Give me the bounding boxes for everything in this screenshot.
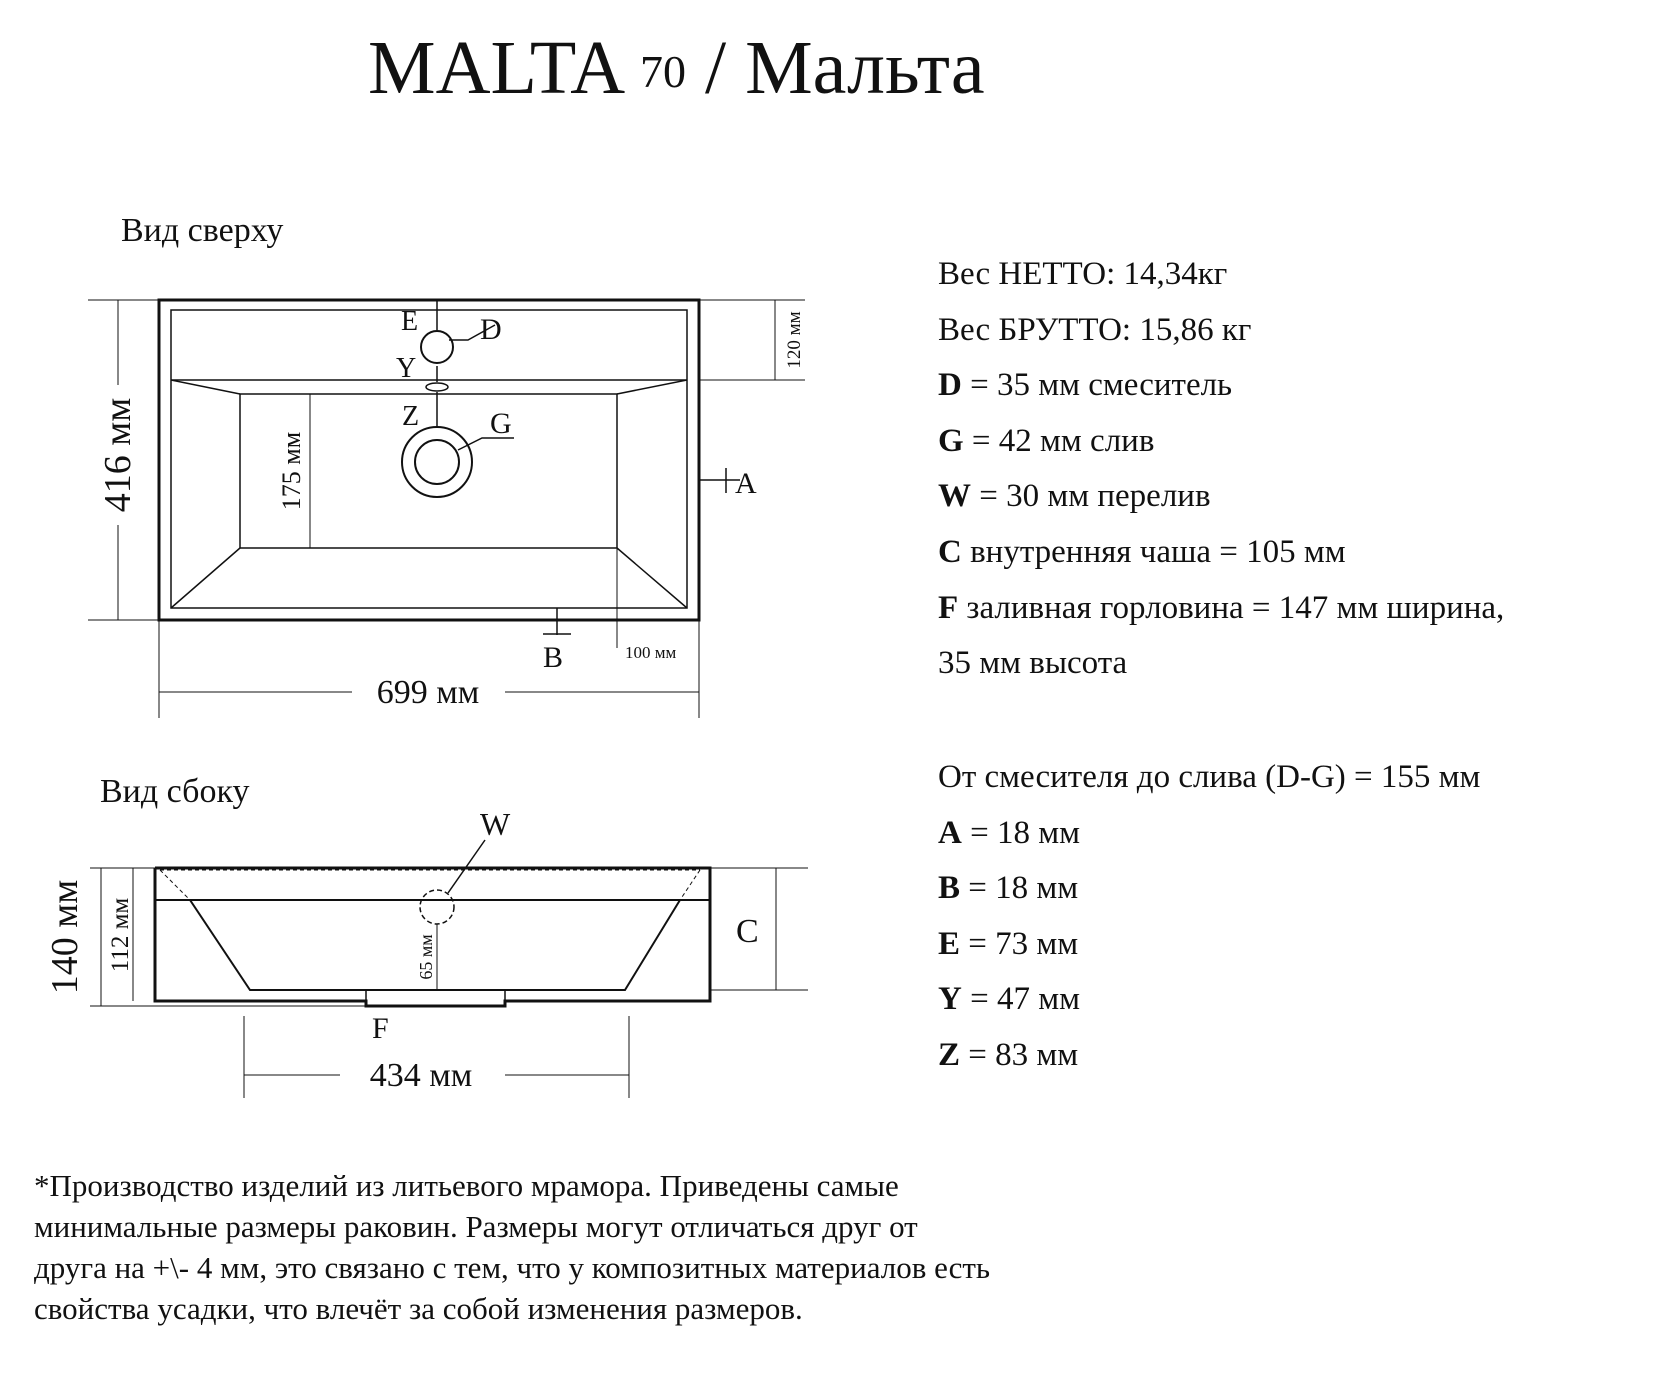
spec-text: Вес БРУТТО: 15,86 кг — [938, 311, 1252, 348]
marker-z: Z — [402, 401, 420, 432]
distance-text: = 18 мм — [961, 814, 1080, 851]
dim-overflow-65: 65 мм — [416, 934, 436, 980]
marker-f: F — [372, 1012, 389, 1045]
marker-y: Y — [396, 353, 417, 384]
distance-row — [938, 1039, 1078, 1072]
drain-inner — [415, 440, 459, 484]
distance-text: = 47 мм — [961, 981, 1080, 1018]
overflow-hole — [420, 890, 454, 924]
marker-w: W — [480, 806, 511, 842]
spec-key: G — [938, 422, 964, 459]
dim-front-100: 100 мм — [625, 643, 677, 662]
dim-back-120: 120 мм — [784, 311, 805, 369]
spec-row — [938, 422, 1155, 459]
spec-row — [938, 647, 1127, 680]
distance-key: B — [938, 870, 961, 907]
distance-text: = 73 мм — [960, 925, 1079, 962]
title-separator: / — [704, 26, 727, 110]
dim-bottom-434: 434 мм — [369, 1057, 473, 1094]
filler-neck — [366, 990, 505, 1006]
title-main: MALTA — [368, 26, 621, 110]
dim-width-699: 699 мм — [376, 674, 480, 711]
title-model: 70 — [639, 46, 686, 97]
spec-text: внутренняя чаша = 105 мм — [961, 534, 1346, 570]
mixer-hole — [421, 331, 453, 363]
distance-row — [938, 983, 1080, 1016]
marker-b: B — [543, 641, 564, 674]
marker-d: D — [480, 313, 502, 346]
marker-c: C — [736, 913, 759, 950]
marker-e: E — [401, 306, 419, 337]
spec-row — [938, 589, 1505, 626]
spec-key: W — [938, 478, 971, 515]
distance-row — [938, 761, 1480, 794]
spec-key: F — [938, 589, 959, 626]
marker-a: A — [735, 467, 757, 500]
title-russian: Мальта — [745, 26, 985, 110]
spec-text: Вес НЕТТО: 14,34кг — [938, 256, 1228, 292]
distance-text: От смесителя до слива (D-G) = 155 мм — [938, 759, 1481, 795]
dim-inner-175: 175 мм — [277, 431, 306, 511]
dim-inner-112: 112 мм — [107, 897, 134, 973]
distance-row — [938, 872, 1078, 905]
spec-text: 35 мм высота — [938, 645, 1128, 682]
drain-outer — [402, 427, 472, 497]
dim-height-416: 416 мм — [97, 397, 139, 513]
distance-row — [938, 925, 1079, 962]
spec-row — [938, 369, 1232, 402]
spec-row — [938, 480, 1211, 513]
spec-row — [938, 536, 1346, 569]
top-view-label: Вид сверху — [121, 212, 284, 249]
spec-text: заливная горловина = 147 мм ширина, — [958, 589, 1505, 626]
spec-text: = 30 мм перелив — [971, 478, 1211, 515]
spec-key: C — [938, 534, 962, 570]
footnote: *Производство изделий из литьевого мрамора. Приведены самые минимальные размеры раковин. Размеры могут отличаться друг от друга на +\- 4 мм, это связано с тем, что у композитных материалов есть свойства усадки, что влечёт за собой изменения размеров. — [34, 1168, 991, 1326]
side-view-label: Вид сбоку — [100, 773, 250, 810]
distance-text: = 83 мм — [960, 1037, 1079, 1073]
top-rim-outline — [171, 310, 687, 608]
marker-g: G — [490, 407, 512, 440]
spec-row — [938, 311, 1252, 348]
distance-text: = 18 мм — [960, 870, 1079, 907]
spec-row — [938, 258, 1227, 291]
distance-row — [938, 814, 1080, 851]
distance-key: A — [938, 814, 962, 851]
distance-key: E — [938, 925, 961, 962]
dim-height-140: 140 мм — [44, 879, 86, 995]
spec-text: = 42 мм слив — [963, 422, 1155, 459]
distance-key: Z — [938, 1037, 961, 1073]
distance-key: Y — [938, 981, 962, 1018]
overflow-slot — [426, 383, 448, 391]
spec-text: = 35 мм смеситель — [961, 367, 1233, 404]
spec-key: D — [938, 367, 962, 404]
